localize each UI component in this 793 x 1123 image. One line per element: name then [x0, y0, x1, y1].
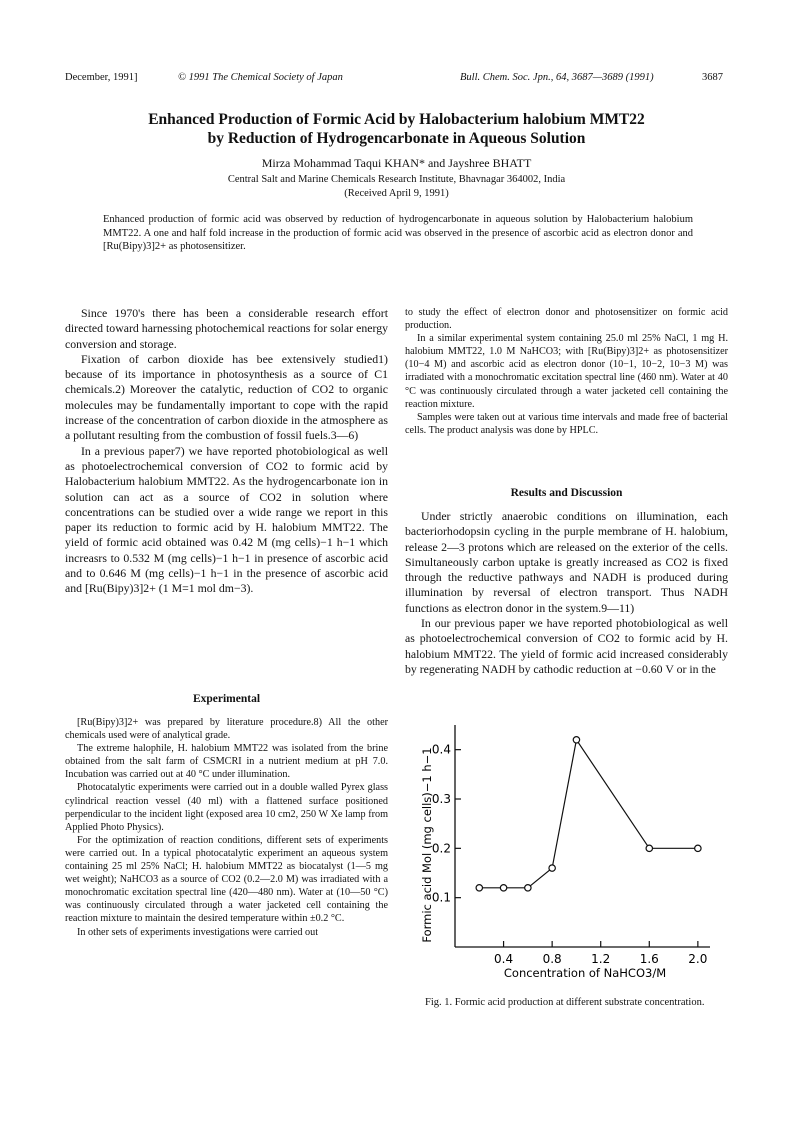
paragraph: Photocatalytic experiments were carried out in a double walled Pyrex glass cylindrical reaction vessel (40 ml) with a flattened surface positioned perpendicular to the incident light (exposed area 10 cm2, 250 W Xe lamp from Applied Photo Physics). [65, 782, 388, 833]
x-tick-label: 1.6 [639, 952, 659, 966]
paragraph: Fixation of carbon dioxide has bee extensively studied1) because of its importance in photosynthesis as a source of C1 chemicals.2) Moreover the catalytic, reduction of CO2 to organic molecules may be fundamentally important to cope with the rapid increase of the concentration of carbon dioxide in the atmosphere as a pollutant resulting from the combustion of fossil fuels.3—6) [65, 351, 388, 443]
data-point [549, 865, 555, 871]
y-tick-label: 0.2 [431, 841, 451, 856]
series-line [479, 740, 698, 888]
paragraph: Under strictly anaerobic conditions on illumination, each bacteriorhodopsin cycling in the purple membrane of H. halobium, release 2—3 protons which are released on the exterior of the cells. Simultaneously carbon uptake is greatly increased as CO2 is fixed through the reductive pathways and NADH is produced during illumination by reversal of electron transport. Thus NADH functions as electron donor in the system.9—11) [405, 509, 728, 615]
header-copyright: © 1991 The Chemical Society of Japan [178, 72, 343, 83]
y-tick-label: 0.4 [431, 742, 451, 757]
paragraph: Samples were taken out at various time intervals and made free of bacterial cells. The product analysis was done by HPLC. [405, 411, 728, 436]
data-point [695, 845, 701, 851]
paragraph: In other sets of experiments investigations were carried out [77, 926, 319, 938]
x-tick-label: 1.2 [591, 952, 611, 966]
right-column-experimental [405, 306, 728, 437]
x-axis-label: Concentration of NaHCO3/M [503, 966, 667, 980]
title-line-2: by Reduction of Hydrogencarbonate in Aqueous Solution [207, 130, 586, 147]
paragraph: In a similar experimental system containing 25.0 ml 25% NaCl, 1 mg H. halobium MMT22, 1.0 M NaHCO3; with [Ru(Bipy)3]2+ as photosensitizer (10−4 M) and ascorbic acid as electron donor (10−1, 10−2, 10−3 M) was irradiated with a monochromatic excitation spectral line (460 nm). Water at 40 °C was continuously circulated through a water jacketed cell containing the reaction mixture. [405, 333, 728, 410]
experimental-heading: Experimental [192, 693, 261, 705]
header-journal: Bull. Chem. Soc. Jpn., 64, 3687—3689 (1991) [460, 72, 654, 83]
paragraph: For the optimization of reaction conditions, different sets of experiments were carried out. In a typical photocatalytic experiment an aqueous system containing 25 ml 25% NaCl; H. halobium MMT22 as biocatalyst (1—5 mg wet weight); NaHCO3 as a source of CO2 (0.2—2.0 M) was irradiated with a monochromatic excitation spectral line (420—480 nm). Water at (10—50 °C) was continuously circulated through a water jacketed cell containing the reaction mixture to maintain the desired temperature within ±0.2 °C. [65, 834, 388, 925]
figure-1-chart [410, 715, 730, 990]
paragraph: In a previous paper7) we have reported photobiological as well as photoelectrochemical conversion of CO2 to formic acid by Halobacterium halobium MMT22. As the hydrogencarbonate ion in solution can act as a source of CO2 in solution where concentrations can be studied over a wide range we report in this paper its reduction to formic acid by H. halobium MMT22. The yield of formic acid obtained was 0.42 M (mg cells)−1 h−1 which increasrs to 0.532 M (mg cells)−1 h−1 in presence of ascorbic acid and to 0.646 M (mg cells)−1 h−1 in the presence of ascorbic acid and [Ru(Bipy)3]2+ (1 M=1 mol dm−3). [65, 443, 388, 596]
authors: Mirza Mohammad Taqui KHAN* and Jayshree BHATT [261, 156, 532, 170]
x-tick-label: 0.8 [542, 952, 562, 966]
data-point [476, 885, 482, 891]
left-column-intro [65, 306, 388, 597]
paragraph: [Ru(Bipy)3]2+ was prepared by literature procedure.8) All the other chemicals used were of analytical grade. [65, 717, 388, 742]
abstract: Enhanced production of formic acid was observed by reduction of hydrogencarbonate in aqueous solution by Halobacterium halobium MMT22. A one and half fold increase in the production of formic acid was observed in the presence of ascorbic acid as electron donor and [Ru(Bipy)3]2+ as photosensitizer. [103, 214, 693, 252]
x-tick-label: 0.4 [494, 952, 514, 966]
received-date: (Received April 9, 1991) [344, 188, 449, 199]
right-column-results [405, 509, 728, 677]
y-tick-label: 0.1 [431, 890, 451, 905]
title-line-1: Enhanced Production of Formic Acid by Halobacterium halobium MMT22 [148, 111, 645, 128]
paragraph: Since 1970's there has been a considerable research effort directed toward harnessing photochemical reactions for solar energy conversion and storage. [65, 306, 388, 351]
paper-title [40, 110, 753, 148]
figure-caption: Fig. 1. Formic acid production at different substrate concentration. [425, 997, 705, 1008]
left-column-experimental [65, 716, 388, 939]
header-page-number: 3687 [702, 72, 723, 83]
x-tick-label: 2.0 [688, 952, 708, 966]
paragraph: to study the effect of electron donor and photosensitizer on formic acid production. [405, 307, 728, 332]
header-date: December, 1991] [65, 72, 138, 83]
affiliation: Central Salt and Marine Chemicals Research Institute, Bhavnagar 364002, India [227, 174, 566, 185]
data-point [573, 737, 579, 743]
data-point [500, 885, 506, 891]
y-axis-label: Formic acid Mol (mg cells)−1 h−1 [420, 747, 434, 943]
paragraph: The extreme halophile, H. halobium MMT22 was isolated from the brine obtained from the salt farm of CSMCRI in a nutrient medium at pH 7.0. Incubation was carried out at 40 °C under illumination. [65, 743, 388, 781]
paragraph: In our previous paper we have reported photobiological as well as photoelectrochemical conversion of CO2 to formic acid by H. halobium MMT22. The yield of formic acid increased considerably by regenerating NADH by cathodic reduction at −0.60 V or in the [405, 616, 728, 676]
y-tick-label: 0.3 [431, 792, 451, 806]
data-point [525, 885, 531, 891]
data-point [646, 845, 652, 851]
results-heading: Results and Discussion [510, 487, 623, 499]
